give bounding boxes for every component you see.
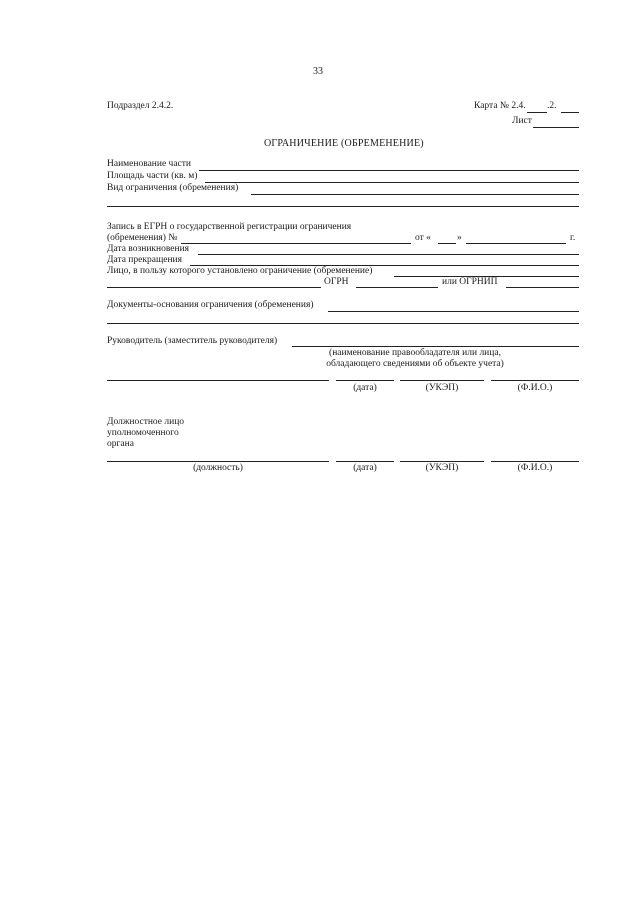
start-date-label: Дата возникновения xyxy=(107,244,190,254)
part-name-field[interactable] xyxy=(199,170,579,171)
restriction-type-field-cont[interactable] xyxy=(107,206,579,207)
basis-docs-field-cont[interactable] xyxy=(107,323,579,324)
egrn-year-label: г. xyxy=(570,233,576,243)
official-position-field[interactable] xyxy=(107,461,329,462)
ogrn-label: ОГРН xyxy=(324,277,349,287)
beneficiary-label: Лицо, в пользу которого установлено ограничение (обременение) xyxy=(107,266,373,276)
card-number-separator: .2. xyxy=(547,101,557,111)
official-fio-field[interactable] xyxy=(491,461,579,462)
part-area-field[interactable] xyxy=(205,182,579,183)
head-date-caption: (дата) xyxy=(353,383,377,393)
official-ukep-caption: (УКЭП) xyxy=(425,463,459,473)
part-area-label: Площадь части (кв. м) xyxy=(107,171,198,181)
official-label-2: уполномоченного xyxy=(107,428,179,438)
official-position-caption: (должность) xyxy=(193,463,243,473)
egrn-from-label: от « xyxy=(415,233,431,243)
holder-caption-2: обладающего сведениями об объекте учета) xyxy=(326,359,504,369)
head-fio-caption: (Ф.И.О.) xyxy=(517,383,553,393)
egrn-record-label-2: (обременения) № xyxy=(107,233,178,243)
end-date-label: Дата прекращения xyxy=(107,255,183,265)
official-date-field[interactable] xyxy=(336,461,394,462)
official-ukep-field[interactable] xyxy=(400,461,484,462)
official-label-1: Должностное лицо xyxy=(107,417,185,427)
restriction-type-field[interactable] xyxy=(251,194,579,195)
head-name-field[interactable] xyxy=(292,346,579,347)
page-number: 33 xyxy=(313,66,323,77)
part-name-label: Наименование части xyxy=(107,159,192,169)
egrn-month-field[interactable] xyxy=(466,243,566,244)
card-number-label: Карта № 2.4. xyxy=(474,101,526,111)
beneficiary-field-cont[interactable] xyxy=(107,287,321,288)
subsection-label: Подраздел 2.4.2. xyxy=(107,101,174,111)
start-date-field[interactable] xyxy=(198,254,579,255)
restriction-type-label: Вид ограничения (обременения) xyxy=(107,183,239,193)
official-fio-caption: (Ф.И.О.) xyxy=(517,463,553,473)
ogrnip-field[interactable] xyxy=(506,287,579,288)
head-position-field[interactable] xyxy=(107,380,329,381)
head-ukep-caption: (УКЭП) xyxy=(425,383,459,393)
basis-docs-field[interactable] xyxy=(328,311,579,312)
head-fio-field[interactable] xyxy=(491,380,579,381)
ogrnip-label: или ОГРНИП xyxy=(442,277,498,287)
official-date-caption: (дата) xyxy=(353,463,377,473)
head-date-field[interactable] xyxy=(336,380,394,381)
basis-docs-label: Документы-основания ограничения (обременения) xyxy=(107,300,314,310)
sheet-label: Лист xyxy=(512,116,532,126)
head-label: Руководитель (заместитель руководителя) xyxy=(107,336,278,346)
card-number-field-2[interactable] xyxy=(561,112,579,113)
egrn-record-number-field[interactable] xyxy=(181,243,411,244)
sheet-number-field[interactable] xyxy=(533,127,579,128)
head-ukep-field[interactable] xyxy=(400,380,484,381)
holder-caption-1: (наименование правообладателя или лица, xyxy=(329,348,501,358)
card-number-field-1[interactable] xyxy=(527,112,547,113)
form-title: ОГРАНИЧЕНИЕ (ОБРЕМЕНЕНИЕ) xyxy=(264,138,424,149)
egrn-quote-close: » xyxy=(457,233,462,243)
egrn-record-label-1: Запись в ЕГРН о государственной регистрации ограничения xyxy=(107,222,352,232)
official-label-3: органа xyxy=(107,439,134,449)
ogrn-field[interactable] xyxy=(356,287,438,288)
egrn-day-field[interactable] xyxy=(438,243,456,244)
